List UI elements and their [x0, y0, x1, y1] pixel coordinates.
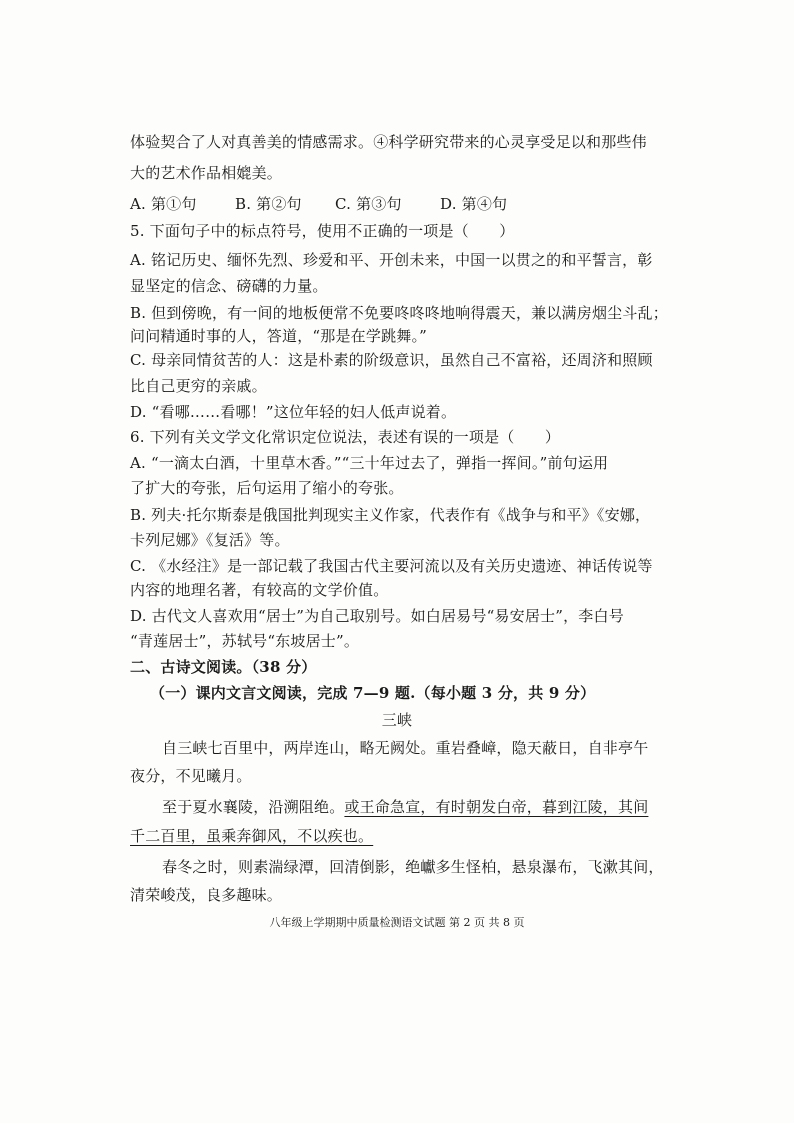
q4-option-d: D. 第④句	[440, 195, 508, 213]
q6-option-a-line-1: A. “一滴太白酒，十里草木香。”“三十年过去了，弹指一挥间。”前句运用	[130, 454, 609, 472]
passage-p1-line-1: 自三峡七百里中，两岸连山，略无阙处。重岩叠嶂，隐天蔽日，自非亭午	[162, 739, 649, 757]
q5-option-c-line-2: 比自己更穷的亲戚。	[130, 377, 267, 395]
passage-p1-line-2: 夜分，不见曦月。	[130, 767, 252, 785]
q4-text-line-1: 体验契合了人对真善美的情感需求。④科学研究带来的心灵享受足以和那些伟	[130, 133, 647, 151]
q4-options	[130, 194, 507, 214]
passage-p2-line-2	[130, 826, 373, 846]
q6-option-b-line-1: B. 列夫·托尔斯泰是俄国批判现实主义作家，代表作有《战争与和平》《安娜，	[130, 506, 651, 524]
section-2-heading: 二、古诗文阅读。（38 分）	[130, 658, 317, 676]
q5-option-b-line-2: 问问精通时事的人，答道，“那是在学跳舞。”	[130, 327, 428, 345]
q4-option-a: A. 第①句	[130, 195, 197, 213]
q6-option-d-line-1: D. 古代文人喜欢用“居士”为自己取别号。如白居易号“易安居士”，李白号	[130, 607, 624, 625]
q5-option-d: D. “看哪……看哪！”这位年轻的妇人低声说着。	[130, 403, 457, 421]
q5-option-a-line-1: A. 铭记历史、缅怀先烈、珍爱和平、开创未来，中国一以贯之的和平誓言，彰	[130, 251, 653, 269]
q6-option-c-line-1: C. 《水经注》是一部记载了我国古代主要河流以及有关历史遗迹、神话传说等	[130, 557, 653, 575]
page-footer: 八年级上学期期中质量检测语文试题 第 2 页 共 8 页	[269, 916, 525, 929]
q5-stem: 5. 下面句子中的标点符号，使用不正确的一项是（ ）	[130, 222, 515, 240]
q4-text-line-2: 大的艺术作品相媲美。	[130, 164, 283, 182]
q6-option-b-line-2: 卡列尼娜》《复活》等。	[130, 531, 290, 549]
q6-stem: 6. 下列有关文学文化常识定位说法，表述有误的一项是（ ）	[130, 428, 561, 446]
q5-option-c-line-1: C. 母亲同情贫苦的人：这是朴素的阶级意识，虽然自己不富裕，还周济和照顾	[130, 351, 653, 369]
passage-p3-line-1: 春冬之时，则素湍绿潭，回清倒影，绝巘多生怪柏，悬泉瀑布，飞漱其间，	[162, 858, 664, 876]
passage-p2-plain: 至于夏水襄陵，沿溯阻绝。	[162, 798, 345, 816]
passage-p2-underlined-2: 千二百里，虽乘奔御风，不以疾也。	[130, 827, 374, 845]
passage-title: 三峡	[381, 711, 413, 729]
q5-option-b-line-1: B. 但到傍晚，有一间的地板便常不免要咚咚咚地响得震天，兼以满房烟尘斗乱；	[130, 304, 668, 322]
q5-option-a-line-2: 显坚定的信念、磅礴的力量。	[130, 277, 328, 295]
q6-option-a-line-2: 了扩大的夸张，后句运用了缩小的夸张。	[130, 479, 404, 497]
q6-option-c-line-2: 内容的地理名著，有较高的文学价值。	[130, 581, 389, 599]
q4-option-b: B. 第②句	[235, 195, 302, 213]
passage-p2-underlined-1: 或王命急宣，有时朝发白帝，暮到江陵，其间	[344, 798, 649, 816]
q6-option-d-line-2: “青莲居士”，苏轼号“东坡居士”。	[130, 632, 360, 650]
q4-option-c: C. 第③句	[335, 195, 402, 213]
section-2-subheading: （一）课内文言文阅读，完成 7—9 题.（每小题 3 分，共 9 分）	[150, 684, 596, 702]
passage-p2-line-1	[162, 797, 648, 817]
passage-p3-line-2: 清荣峻茂，良多趣味。	[130, 886, 283, 904]
